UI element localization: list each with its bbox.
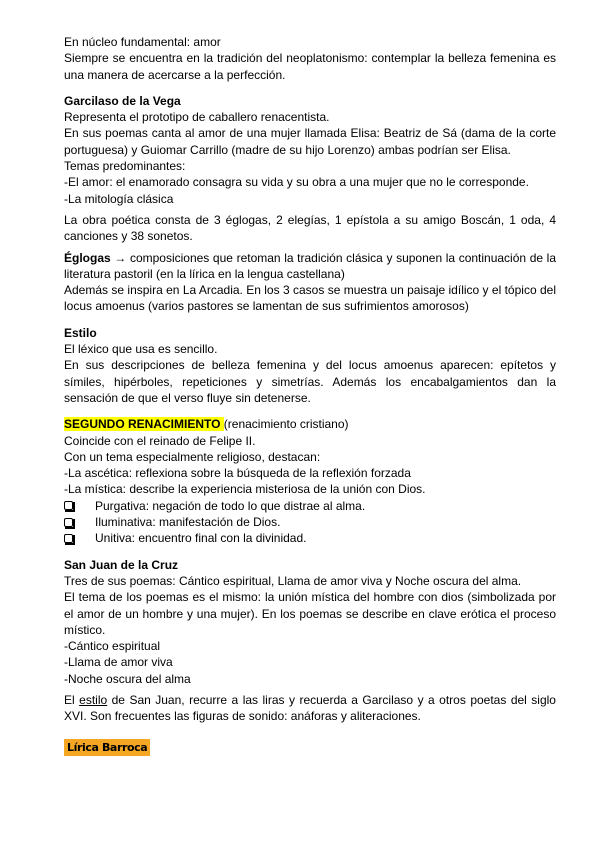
estilo-underlined: estilo [79,692,108,707]
sanjuan-line-1: Tres de sus poemas: Cántico espiritual, Llama de amor viva y Noche oscura del alma. [64,573,522,588]
garcilaso-line-5: -La mitología clásica [64,191,174,206]
garcilaso-line-6: La obra poética consta de 3 églogas, 2 elegías, 1 epístola a su amigo Boscán, 1 oda, 4 canciones y 38 sonetos. [64,212,556,244]
intro-line-2: Siempre se encuentra en la tradición del neoplatonismo: contemplar la belleza femenina es una manera de acercarse a la perfección. [64,51,556,82]
segundo-line-3: -La ascética: reflexiona sobre la búsqueda de la reflexión forzada [64,466,411,481]
sanjuan-heading: San Juan de la Cruz [64,557,179,572]
segundo-heading: SEGUNDO RENACIMIENTO [64,417,224,432]
segundo-line-2: Con un tema especialmente religioso, destacan: [64,449,321,464]
list-item: Unitiva: encuentro final con la divinidad. [64,530,556,546]
estilo-heading: Estilo [64,325,97,340]
mystic-stages-list [64,498,556,547]
eglogas-line-2: Además se inspira en La Arcadia. En los 3 casos se muestra un paisaje idílico y el tópico del locus amoenus (varios pastores se lamentan de sus sufrimientos amorosos) [64,283,556,314]
barroca-heading: Lírica Barroca [64,739,150,756]
sanjuan-line-4: -Llama de amor viva [64,655,173,670]
checkbox-bullet-icon [64,518,73,527]
barroca-heading-line [64,739,556,756]
garcilaso-line-3: Temas predominantes: [64,159,186,174]
segundo-line-4: -La mística: describe la experiencia misteriosa de la unión con Dios. [64,482,426,497]
estilo-line-2: En sus descripciones de belleza femenina y del locus amoenus aparecen: epítetos y símiles, hipérboles, repeticiones y simetrías. Además los encabalgamientos dan la sensación de que el verso fluye sin detenerse. [64,358,556,405]
eglogas-definition [64,250,556,283]
garcilaso-line-2: En sus poemas canta al amor de una mujer llamada Elisa: Beatriz de Sá (dama de la corte portuguesa) y Guiomar Carrillo (madre de su hijo Lorenzo) ambas podrían ser Elisa. [64,126,556,157]
segundo-line-1: Coincide con el reinado de Felipe II. [64,433,256,448]
sanjuan-line-5: -Noche oscura del alma [64,671,191,686]
arrow-icon: → [110,250,130,265]
estilo-line-1: El léxico que usa es sencillo. [64,342,218,357]
sanjuan-line-2: El tema de los poemas es el mismo: la unión mística del hombre con dios (simbolizada por el amor de un hombre y una mujer). En los poemas se describe en clave erótica el proceso místico. [64,590,556,637]
segundo-subtitle: (renacimiento cristiano) [223,417,349,432]
list-item: Iluminativa: manifestación de Dios. [64,514,556,530]
document-body [64,34,556,756]
checkbox-bullet-icon [64,501,73,510]
eglogas-term: Églogas [64,250,111,265]
sanjuan-line-3: -Cántico espiritual [64,639,161,654]
list-item: Purgativa: negación de todo lo que distrae al alma. [64,498,556,514]
garcilaso-line-4: -El amor: el enamorado consagra su vida y su obra a una mujer que no le corresponde. [64,175,529,190]
intro-line-1: En núcleo fundamental: amor [64,35,221,49]
segundo-heading-line [64,416,556,432]
checkbox-bullet-icon [64,534,73,543]
garcilaso-heading: Garcilaso de la Vega [64,93,181,108]
garcilaso-line-1: Representa el prototipo de caballero renacentista. [64,110,330,125]
eglogas-def-text: composiciones que retoman la tradición clásica y suponen la continuación de la literatura pastoril (en la lírica en la lengua castellana) [64,250,557,281]
sanjuan-estilo: El estilo de San Juan, recurre a las liras y recuerda a Garcilaso y a otros poetas del siglo XVI. Son frecuentes las figuras de sonido: anáforas y aliteraciones. [64,692,556,724]
